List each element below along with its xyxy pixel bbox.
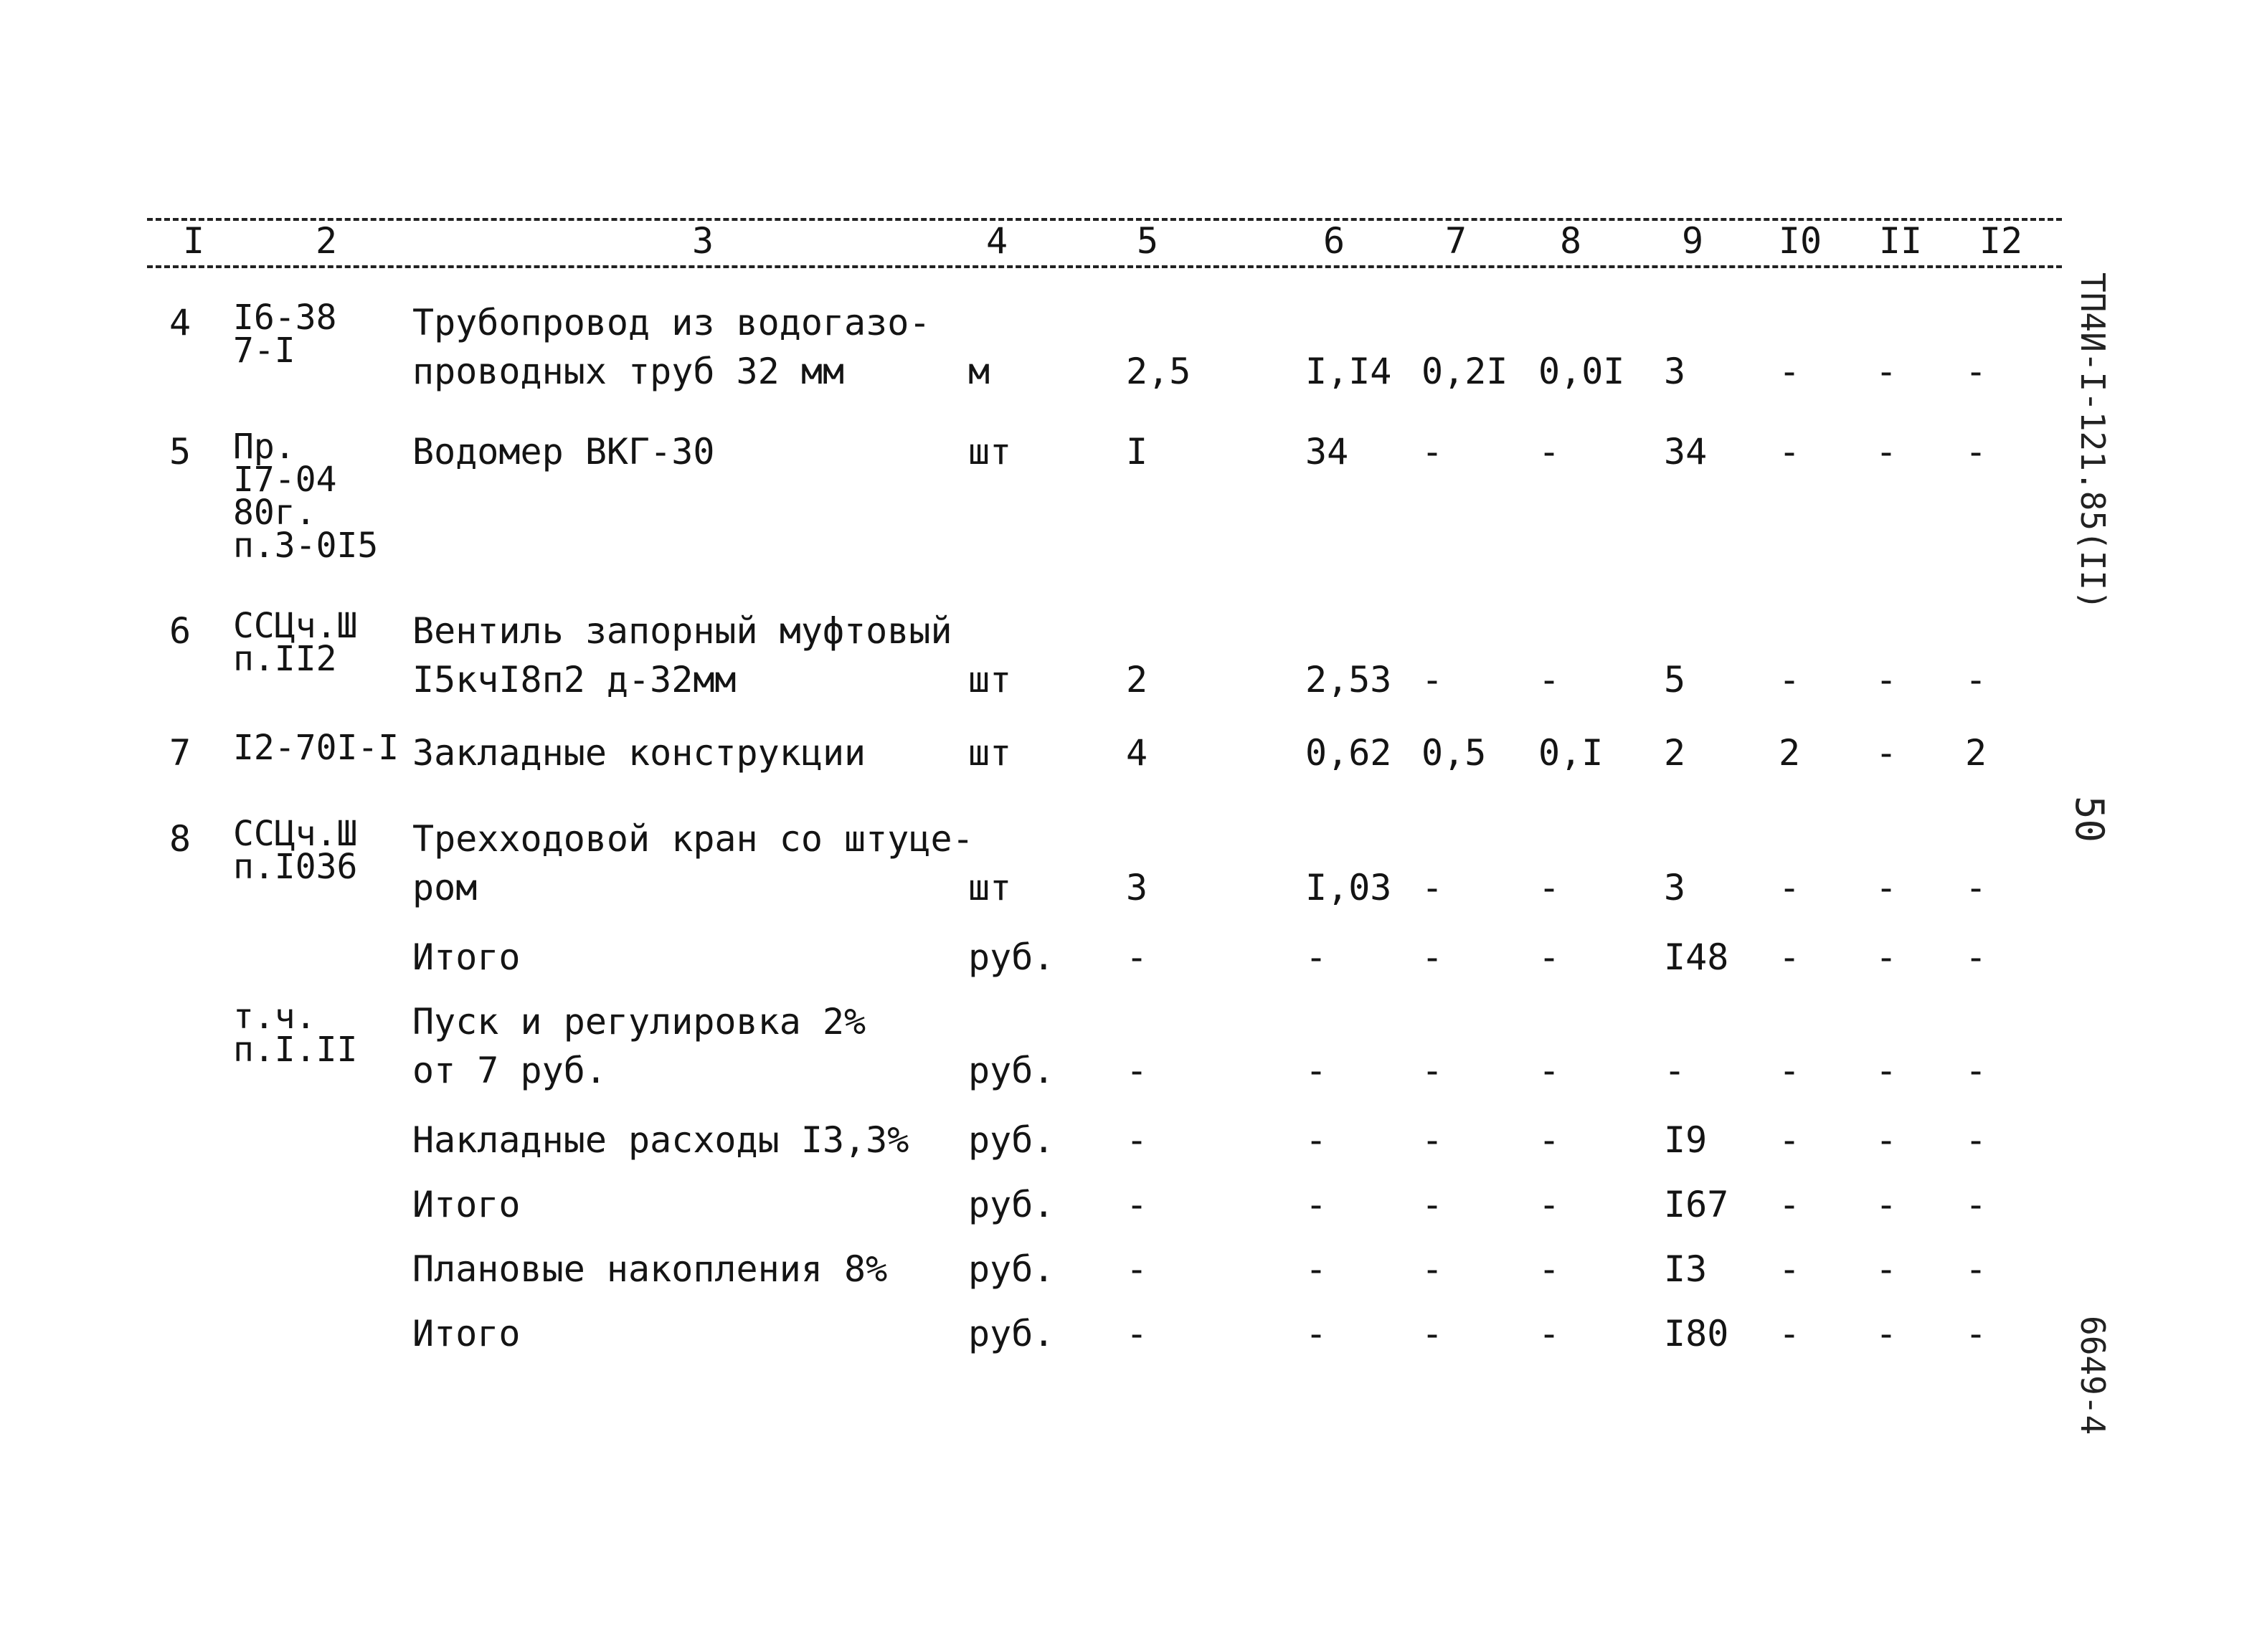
unit-cell: шт: [968, 659, 1012, 701]
norm-reference: Пр.: [233, 427, 295, 467]
unit-cell: м: [968, 351, 990, 392]
value-cell-c9: I67: [1664, 1184, 1729, 1225]
value-cell-c7: -: [1421, 936, 1444, 978]
value-cell-c11: -: [1875, 1050, 1898, 1091]
item-name: ром: [412, 867, 478, 908]
value-cell-c8: 0,0I: [1538, 351, 1625, 392]
value-cell-c5: 3: [1126, 867, 1148, 908]
header-cell: 8: [1559, 220, 1582, 262]
value-cell-c9: 3: [1664, 867, 1686, 908]
value-cell-c8: -: [1538, 1313, 1561, 1354]
value-cell-c7: -: [1421, 659, 1444, 701]
value-cell-c11: -: [1875, 1119, 1898, 1161]
item-name: Итого: [412, 936, 521, 978]
value-cell-c10: -: [1779, 936, 1801, 978]
value-cell-c5: -: [1126, 936, 1148, 978]
unit-cell: руб.: [968, 1119, 1055, 1161]
value-cell-c6: -: [1305, 1050, 1328, 1091]
norm-reference: 7-I: [233, 331, 295, 371]
table-header-rule: [147, 265, 2062, 268]
row-number: 6: [169, 610, 191, 652]
value-cell-c12: -: [1965, 1050, 1987, 1091]
value-cell-c5: -: [1126, 1313, 1148, 1354]
value-cell-c10: -: [1779, 1119, 1801, 1161]
value-cell-c6: 0,62: [1305, 732, 1392, 774]
page-number: 50: [2067, 796, 2112, 843]
norm-reference: т.ч.: [233, 997, 316, 1037]
norm-reference: I6-38: [233, 298, 337, 338]
value-cell-c8: -: [1538, 1248, 1561, 1290]
header-cell: 4: [985, 220, 1008, 262]
item-name: проводных труб 32 мм: [412, 351, 845, 392]
value-cell-c10: -: [1779, 659, 1801, 701]
row-number: 8: [169, 818, 191, 860]
unit-cell: шт: [968, 431, 1012, 473]
value-cell-c8: 0,I: [1538, 732, 1604, 774]
value-cell-c11: -: [1875, 867, 1898, 908]
value-cell-c12: -: [1965, 1248, 1987, 1290]
document-code: ТП4И-I-121.85(II): [2073, 272, 2112, 610]
value-cell-c7: 0,5: [1421, 732, 1487, 774]
inventory-number: 6649-4: [2073, 1316, 2112, 1435]
value-cell-c6: I,I4: [1305, 351, 1392, 392]
value-cell-c11: -: [1875, 1313, 1898, 1354]
value-cell-c6: I,03: [1305, 867, 1392, 908]
header-cell: I2: [1979, 220, 2023, 262]
value-cell-c8: -: [1538, 431, 1561, 473]
value-cell-c9: -: [1664, 1050, 1686, 1091]
header-cell: 3: [691, 220, 714, 262]
value-cell-c7: -: [1421, 1248, 1444, 1290]
value-cell-c9: I48: [1664, 936, 1729, 978]
unit-cell: шт: [968, 867, 1012, 908]
item-name: Трехходовой кран со штуце-: [412, 818, 974, 860]
value-cell-c9: 2: [1664, 732, 1686, 774]
value-cell-c10: -: [1779, 1184, 1801, 1225]
value-cell-c5: -: [1126, 1119, 1148, 1161]
item-name: от 7 руб.: [412, 1050, 607, 1091]
norm-reference: ССЦч.Ш: [233, 606, 358, 646]
norm-reference: I2-70I-I: [233, 728, 399, 768]
value-cell-c8: -: [1538, 936, 1561, 978]
header-cell: 5: [1136, 220, 1159, 262]
item-name: Итого: [412, 1313, 521, 1354]
value-cell-c12: -: [1965, 431, 1987, 473]
unit-cell: руб.: [968, 1050, 1055, 1091]
value-cell-c10: -: [1779, 1313, 1801, 1354]
value-cell-c9: I9: [1664, 1119, 1708, 1161]
value-cell-c6: -: [1305, 1313, 1328, 1354]
item-name: Накладные расходы I3,3%: [412, 1119, 909, 1161]
value-cell-c8: -: [1538, 1050, 1561, 1091]
item-name: Пуск и регулировка 2%: [412, 1001, 866, 1043]
value-cell-c9: 34: [1664, 431, 1708, 473]
value-cell-c10: -: [1779, 1248, 1801, 1290]
value-cell-c7: -: [1421, 1050, 1444, 1091]
norm-reference: п.II2: [233, 639, 337, 679]
value-cell-c12: -: [1965, 936, 1987, 978]
item-name: Трубопровод из водогазо-: [412, 302, 931, 343]
value-cell-c9: 5: [1664, 659, 1686, 701]
value-cell-c10: -: [1779, 1050, 1801, 1091]
value-cell-c10: 2: [1779, 732, 1801, 774]
item-name: Закладные конструкции: [412, 732, 866, 774]
item-name: Водомер ВКГ-30: [412, 431, 715, 473]
value-cell-c5: I: [1126, 431, 1148, 473]
value-cell-c6: -: [1305, 936, 1328, 978]
value-cell-c5: -: [1126, 1248, 1148, 1290]
value-cell-c11: -: [1875, 1248, 1898, 1290]
value-cell-c12: -: [1965, 1119, 1987, 1161]
value-cell-c8: -: [1538, 1184, 1561, 1225]
value-cell-c6: -: [1305, 1119, 1328, 1161]
value-cell-c11: -: [1875, 351, 1898, 392]
value-cell-c9: I3: [1664, 1248, 1708, 1290]
value-cell-c9: 3: [1664, 351, 1686, 392]
row-number: 5: [169, 431, 191, 473]
value-cell-c11: -: [1875, 659, 1898, 701]
header-cell: 9: [1681, 220, 1704, 262]
value-cell-c8: -: [1538, 659, 1561, 701]
norm-reference: I7-04: [233, 460, 337, 500]
value-cell-c7: -: [1421, 867, 1444, 908]
value-cell-c6: 34: [1305, 431, 1349, 473]
value-cell-c12: -: [1965, 1313, 1987, 1354]
unit-cell: руб.: [968, 936, 1055, 978]
value-cell-c6: -: [1305, 1184, 1328, 1225]
unit-cell: шт: [968, 732, 1012, 774]
unit-cell: руб.: [968, 1184, 1055, 1225]
header-cell: I0: [1778, 220, 1822, 262]
value-cell-c11: -: [1875, 1184, 1898, 1225]
norm-reference: п.I.II: [233, 1030, 358, 1070]
value-cell-c9: I80: [1664, 1313, 1729, 1354]
value-cell-c6: 2,53: [1305, 659, 1392, 701]
item-name: Вентиль запорный муфтовый: [412, 610, 952, 652]
item-name: Итого: [412, 1184, 521, 1225]
row-number: 7: [169, 732, 191, 774]
value-cell-c12: 2: [1965, 732, 1987, 774]
value-cell-c5: 4: [1126, 732, 1148, 774]
norm-reference: ССЦч.Ш: [233, 814, 358, 854]
value-cell-c8: -: [1538, 867, 1561, 908]
value-cell-c6: -: [1305, 1248, 1328, 1290]
value-cell-c12: -: [1965, 1184, 1987, 1225]
value-cell-c7: -: [1421, 1119, 1444, 1161]
value-cell-c12: -: [1965, 867, 1987, 908]
value-cell-c12: -: [1965, 351, 1987, 392]
row-number: 4: [169, 302, 191, 343]
value-cell-c11: -: [1875, 732, 1898, 774]
value-cell-c12: -: [1965, 659, 1987, 701]
value-cell-c5: -: [1126, 1050, 1148, 1091]
norm-reference: п.I036: [233, 847, 358, 887]
item-name: I5кчI8п2 д-32мм: [412, 659, 737, 701]
value-cell-c11: -: [1875, 431, 1898, 473]
value-cell-c7: -: [1421, 1313, 1444, 1354]
value-cell-c5: 2,5: [1126, 351, 1191, 392]
header-cell: 2: [315, 220, 338, 262]
value-cell-c5: 2: [1126, 659, 1148, 701]
value-cell-c10: -: [1779, 867, 1801, 908]
unit-cell: руб.: [968, 1313, 1055, 1354]
item-name: Плановые накопления 8%: [412, 1248, 888, 1290]
value-cell-c7: -: [1421, 431, 1444, 473]
header-cell: II: [1878, 220, 1923, 262]
unit-cell: руб.: [968, 1248, 1055, 1290]
header-cell: I: [182, 220, 205, 262]
value-cell-c5: -: [1126, 1184, 1148, 1225]
header-cell: 7: [1444, 220, 1467, 262]
value-cell-c8: -: [1538, 1119, 1561, 1161]
norm-reference: 80г.: [233, 493, 316, 533]
header-cell: 6: [1322, 220, 1345, 262]
value-cell-c10: -: [1779, 351, 1801, 392]
value-cell-c7: -: [1421, 1184, 1444, 1225]
value-cell-c10: -: [1779, 431, 1801, 473]
value-cell-c7: 0,2I: [1421, 351, 1508, 392]
norm-reference: п.3-0I5: [233, 526, 379, 566]
value-cell-c11: -: [1875, 936, 1898, 978]
